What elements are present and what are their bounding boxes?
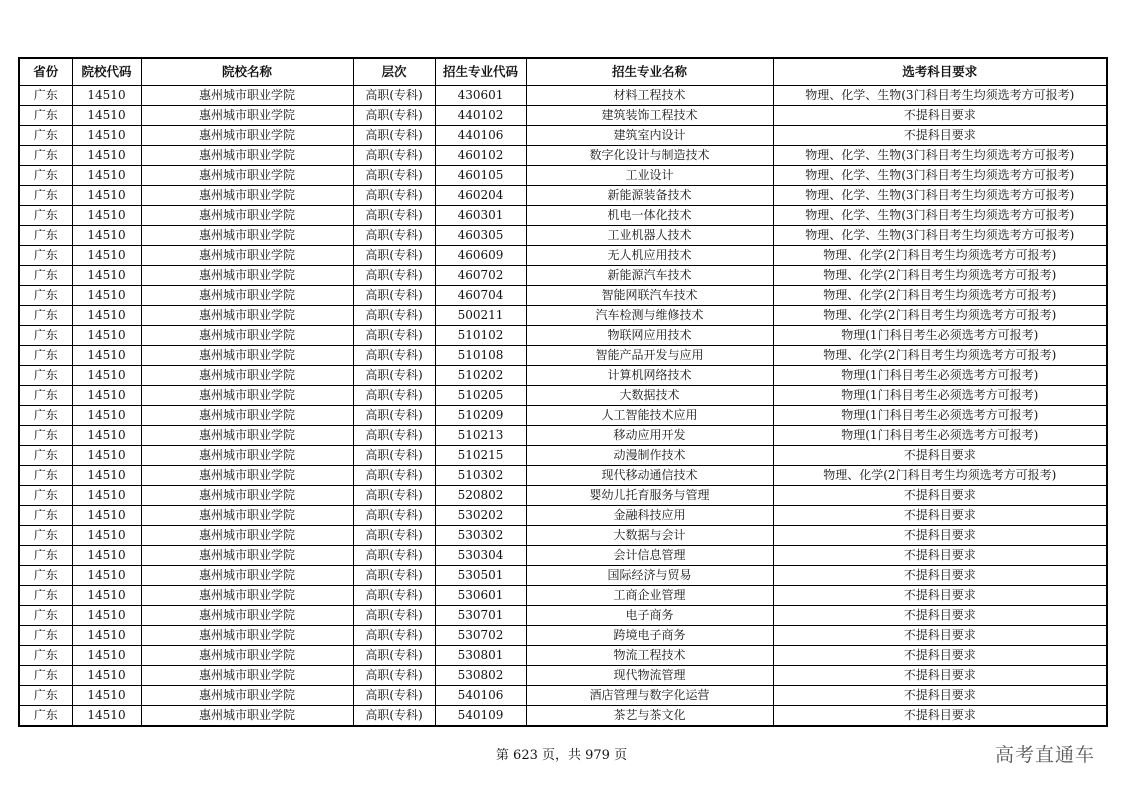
- table-row: [19, 546, 1107, 566]
- cell-province: 广东: [19, 446, 72, 466]
- cell-school-name: 惠州城市职业学院: [141, 706, 353, 727]
- cell-level: 高职(专科): [353, 166, 435, 186]
- cell-major-code: 510209: [435, 406, 526, 426]
- cell-level: 高职(专科): [353, 406, 435, 426]
- cell-major-name: 建筑装饰工程技术: [526, 106, 773, 126]
- cell-school-name: 惠州城市职业学院: [141, 566, 353, 586]
- cell-school-name: 惠州城市职业学院: [141, 406, 353, 426]
- cell-major-code: 510102: [435, 326, 526, 346]
- cell-major-code: 430601: [435, 86, 526, 106]
- cell-major-name: 婴幼儿托育服务与管理: [526, 486, 773, 506]
- cell-major-name: 大数据与会计: [526, 526, 773, 546]
- cell-subject-requirement: 物理(1门科目考生必须选考方可报考): [773, 386, 1107, 406]
- cell-subject-requirement: 物理、化学、生物(3门科目考生均须选考方可报考): [773, 206, 1107, 226]
- cell-subject-requirement: 物理、化学(2门科目考生均须选考方可报考): [773, 246, 1107, 266]
- cell-school-name: 惠州城市职业学院: [141, 266, 353, 286]
- cell-major-code: 460301: [435, 206, 526, 226]
- cell-school-code: 14510: [72, 626, 141, 646]
- cell-school-name: 惠州城市职业学院: [141, 126, 353, 146]
- table-row: [19, 486, 1107, 506]
- table-row: [19, 426, 1107, 446]
- cell-major-name: 国际经济与贸易: [526, 566, 773, 586]
- cell-major-name: 跨境电子商务: [526, 626, 773, 646]
- cell-major-code: 460305: [435, 226, 526, 246]
- cell-subject-requirement: 不提科目要求: [773, 446, 1107, 466]
- cell-province: 广东: [19, 226, 72, 246]
- cell-level: 高职(专科): [353, 426, 435, 446]
- cell-major-code: 530801: [435, 646, 526, 666]
- cell-subject-requirement: 物理(1门科目考生必须选考方可报考): [773, 326, 1107, 346]
- cell-major-code: 510215: [435, 446, 526, 466]
- table-row: [19, 306, 1107, 326]
- cell-level: 高职(专科): [353, 506, 435, 526]
- table-row: [19, 146, 1107, 166]
- cell-school-name: 惠州城市职业学院: [141, 546, 353, 566]
- cell-school-code: 14510: [72, 246, 141, 266]
- cell-school-name: 惠州城市职业学院: [141, 646, 353, 666]
- cell-subject-requirement: 物理、化学、生物(3门科目考生均须选考方可报考): [773, 226, 1107, 246]
- cell-school-name: 惠州城市职业学院: [141, 606, 353, 626]
- cell-school-code: 14510: [72, 606, 141, 626]
- cell-province: 广东: [19, 126, 72, 146]
- cell-school-name: 惠州城市职业学院: [141, 106, 353, 126]
- cell-school-name: 惠州城市职业学院: [141, 426, 353, 446]
- table-row: [19, 586, 1107, 606]
- cell-level: 高职(专科): [353, 126, 435, 146]
- cell-school-name: 惠州城市职业学院: [141, 206, 353, 226]
- cell-level: 高职(专科): [353, 606, 435, 626]
- cell-province: 广东: [19, 186, 72, 206]
- cell-major-name: 现代移动通信技术: [526, 466, 773, 486]
- cell-major-name: 智能网联汽车技术: [526, 286, 773, 306]
- table-row: [19, 706, 1107, 727]
- cell-level: 高职(专科): [353, 566, 435, 586]
- cell-subject-requirement: 不提科目要求: [773, 606, 1107, 626]
- cell-major-name: 材料工程技术: [526, 86, 773, 106]
- cell-level: 高职(专科): [353, 206, 435, 226]
- cell-province: 广东: [19, 266, 72, 286]
- cell-province: 广东: [19, 566, 72, 586]
- cell-level: 高职(专科): [353, 706, 435, 727]
- cell-school-code: 14510: [72, 426, 141, 446]
- cell-level: 高职(专科): [353, 666, 435, 686]
- cell-level: 高职(专科): [353, 586, 435, 606]
- cell-major-code: 460609: [435, 246, 526, 266]
- cell-school-code: 14510: [72, 366, 141, 386]
- cell-level: 高职(专科): [353, 346, 435, 366]
- cell-major-name: 电子商务: [526, 606, 773, 626]
- cell-major-name: 酒店管理与数字化运营: [526, 686, 773, 706]
- table-row: [19, 186, 1107, 206]
- cell-major-name: 工商企业管理: [526, 586, 773, 606]
- cell-school-code: 14510: [72, 526, 141, 546]
- cell-major-name: 茶艺与茶文化: [526, 706, 773, 727]
- table-row: [19, 606, 1107, 626]
- table-row: [19, 366, 1107, 386]
- cell-major-code: 540109: [435, 706, 526, 727]
- cell-province: 广东: [19, 646, 72, 666]
- cell-subject-requirement: 不提科目要求: [773, 646, 1107, 666]
- cell-school-code: 14510: [72, 126, 141, 146]
- cell-school-code: 14510: [72, 226, 141, 246]
- cell-subject-requirement: 不提科目要求: [773, 486, 1107, 506]
- cell-major-code: 440106: [435, 126, 526, 146]
- cell-school-code: 14510: [72, 166, 141, 186]
- cell-subject-requirement: 物理、化学(2门科目考生均须选考方可报考): [773, 346, 1107, 366]
- header-level: 层次: [353, 58, 435, 86]
- cell-school-name: 惠州城市职业学院: [141, 226, 353, 246]
- cell-level: 高职(专科): [353, 486, 435, 506]
- cell-major-name: 智能产品开发与应用: [526, 346, 773, 366]
- header-subject-requirement: 选考科目要求: [773, 58, 1107, 86]
- table-row: [19, 466, 1107, 486]
- cell-subject-requirement: 不提科目要求: [773, 706, 1107, 727]
- table-row: [19, 206, 1107, 226]
- cell-major-name: 金融科技应用: [526, 506, 773, 526]
- cell-school-name: 惠州城市职业学院: [141, 86, 353, 106]
- cell-school-code: 14510: [72, 466, 141, 486]
- cell-school-name: 惠州城市职业学院: [141, 506, 353, 526]
- cell-school-name: 惠州城市职业学院: [141, 166, 353, 186]
- cell-school-code: 14510: [72, 326, 141, 346]
- cell-level: 高职(专科): [353, 326, 435, 346]
- cell-major-code: 510202: [435, 366, 526, 386]
- cell-major-name: 数字化设计与制造技术: [526, 146, 773, 166]
- cell-province: 广东: [19, 526, 72, 546]
- table-row: [19, 126, 1107, 146]
- cell-major-code: 510213: [435, 426, 526, 446]
- header-school-code: 院校代码: [72, 58, 141, 86]
- table-row: [19, 446, 1107, 466]
- cell-major-name: 动漫制作技术: [526, 446, 773, 466]
- cell-school-name: 惠州城市职业学院: [141, 386, 353, 406]
- table-row: [19, 246, 1107, 266]
- cell-province: 广东: [19, 346, 72, 366]
- cell-major-name: 无人机应用技术: [526, 246, 773, 266]
- table-row: [19, 506, 1107, 526]
- table-row: [19, 386, 1107, 406]
- cell-major-name: 人工智能技术应用: [526, 406, 773, 426]
- cell-subject-requirement: 物理、化学(2门科目考生均须选考方可报考): [773, 306, 1107, 326]
- cell-school-name: 惠州城市职业学院: [141, 306, 353, 326]
- cell-subject-requirement: 物理、化学(2门科目考生均须选考方可报考): [773, 266, 1107, 286]
- cell-subject-requirement: 不提科目要求: [773, 566, 1107, 586]
- cell-major-name: 工业机器人技术: [526, 226, 773, 246]
- cell-school-code: 14510: [72, 86, 141, 106]
- cell-major-name: 会计信息管理: [526, 546, 773, 566]
- cell-subject-requirement: 物理、化学、生物(3门科目考生均须选考方可报考): [773, 186, 1107, 206]
- cell-major-name: 汽车检测与维修技术: [526, 306, 773, 326]
- cell-major-name: 新能源装备技术: [526, 186, 773, 206]
- cell-province: 广东: [19, 86, 72, 106]
- cell-level: 高职(专科): [353, 466, 435, 486]
- cell-school-name: 惠州城市职业学院: [141, 586, 353, 606]
- cell-school-name: 惠州城市职业学院: [141, 446, 353, 466]
- table-row: [19, 326, 1107, 346]
- cell-school-code: 14510: [72, 386, 141, 406]
- cell-subject-requirement: 物理(1门科目考生必须选考方可报考): [773, 366, 1107, 386]
- cell-province: 广东: [19, 546, 72, 566]
- cell-level: 高职(专科): [353, 686, 435, 706]
- cell-school-code: 14510: [72, 486, 141, 506]
- cell-school-code: 14510: [72, 546, 141, 566]
- cell-level: 高职(专科): [353, 146, 435, 166]
- cell-school-code: 14510: [72, 646, 141, 666]
- cell-subject-requirement: 不提科目要求: [773, 686, 1107, 706]
- cell-subject-requirement: 物理、化学(2门科目考生均须选考方可报考): [773, 466, 1107, 486]
- table-row: [19, 566, 1107, 586]
- cell-level: 高职(专科): [353, 226, 435, 246]
- cell-major-code: 510205: [435, 386, 526, 406]
- cell-major-name: 新能源汽车技术: [526, 266, 773, 286]
- cell-major-name: 移动应用开发: [526, 426, 773, 446]
- cell-subject-requirement: 物理、化学、生物(3门科目考生均须选考方可报考): [773, 146, 1107, 166]
- cell-school-name: 惠州城市职业学院: [141, 626, 353, 646]
- cell-school-name: 惠州城市职业学院: [141, 666, 353, 686]
- header-major-name: 招生专业名称: [526, 58, 773, 86]
- cell-level: 高职(专科): [353, 286, 435, 306]
- cell-subject-requirement: 物理、化学、生物(3门科目考生均须选考方可报考): [773, 86, 1107, 106]
- cell-major-name: 机电一体化技术: [526, 206, 773, 226]
- cell-school-name: 惠州城市职业学院: [141, 346, 353, 366]
- table-row: [19, 646, 1107, 666]
- cell-subject-requirement: 不提科目要求: [773, 586, 1107, 606]
- cell-province: 广东: [19, 306, 72, 326]
- cell-level: 高职(专科): [353, 386, 435, 406]
- cell-major-name: 物流工程技术: [526, 646, 773, 666]
- cell-province: 广东: [19, 206, 72, 226]
- cell-school-code: 14510: [72, 706, 141, 727]
- cell-level: 高职(专科): [353, 266, 435, 286]
- cell-major-code: 530601: [435, 586, 526, 606]
- cell-level: 高职(专科): [353, 86, 435, 106]
- table-row: [19, 526, 1107, 546]
- cell-major-code: 530202: [435, 506, 526, 526]
- cell-school-code: 14510: [72, 446, 141, 466]
- cell-province: 广东: [19, 246, 72, 266]
- cell-major-code: 440102: [435, 106, 526, 126]
- cell-province: 广东: [19, 286, 72, 306]
- cell-major-name: 物联网应用技术: [526, 326, 773, 346]
- cell-province: 广东: [19, 406, 72, 426]
- cell-school-code: 14510: [72, 146, 141, 166]
- cell-school-code: 14510: [72, 666, 141, 686]
- cell-province: 广东: [19, 666, 72, 686]
- cell-school-code: 14510: [72, 206, 141, 226]
- cell-school-name: 惠州城市职业学院: [141, 486, 353, 506]
- cell-subject-requirement: 不提科目要求: [773, 546, 1107, 566]
- table-row: [19, 686, 1107, 706]
- table-header-row: [19, 58, 1107, 86]
- cell-subject-requirement: 不提科目要求: [773, 666, 1107, 686]
- table-row: [19, 626, 1107, 646]
- watermark: 高考直通车: [994, 744, 1095, 766]
- cell-subject-requirement: 物理(1门科目考生必须选考方可报考): [773, 406, 1107, 426]
- cell-school-name: 惠州城市职业学院: [141, 526, 353, 546]
- cell-school-name: 惠州城市职业学院: [141, 246, 353, 266]
- cell-school-code: 14510: [72, 686, 141, 706]
- cell-major-name: 建筑室内设计: [526, 126, 773, 146]
- cell-level: 高职(专科): [353, 446, 435, 466]
- table-row: [19, 266, 1107, 286]
- table-row: [19, 86, 1107, 106]
- cell-level: 高职(专科): [353, 106, 435, 126]
- cell-school-code: 14510: [72, 266, 141, 286]
- cell-major-code: 460704: [435, 286, 526, 306]
- cell-subject-requirement: 不提科目要求: [773, 526, 1107, 546]
- cell-major-code: 520802: [435, 486, 526, 506]
- cell-subject-requirement: 不提科目要求: [773, 106, 1107, 126]
- cell-major-name: 大数据技术: [526, 386, 773, 406]
- cell-school-name: 惠州城市职业学院: [141, 186, 353, 206]
- cell-major-code: 530304: [435, 546, 526, 566]
- cell-major-code: 510108: [435, 346, 526, 366]
- cell-major-name: 现代物流管理: [526, 666, 773, 686]
- cell-major-code: 460204: [435, 186, 526, 206]
- cell-school-code: 14510: [72, 506, 141, 526]
- cell-level: 高职(专科): [353, 526, 435, 546]
- cell-province: 广东: [19, 466, 72, 486]
- cell-level: 高职(专科): [353, 546, 435, 566]
- cell-province: 广东: [19, 166, 72, 186]
- table-row: [19, 666, 1107, 686]
- cell-province: 广东: [19, 506, 72, 526]
- cell-subject-requirement: 物理、化学、生物(3门科目考生均须选考方可报考): [773, 166, 1107, 186]
- table-row: [19, 346, 1107, 366]
- cell-level: 高职(专科): [353, 306, 435, 326]
- cell-subject-requirement: 不提科目要求: [773, 506, 1107, 526]
- cell-major-code: 500211: [435, 306, 526, 326]
- cell-province: 广东: [19, 686, 72, 706]
- cell-major-code: 540106: [435, 686, 526, 706]
- cell-province: 广东: [19, 106, 72, 126]
- cell-major-code: 510302: [435, 466, 526, 486]
- header-school-name: 院校名称: [141, 58, 353, 86]
- cell-subject-requirement: 物理、化学(2门科目考生均须选考方可报考): [773, 286, 1107, 306]
- header-province: 省份: [19, 58, 72, 86]
- cell-province: 广东: [19, 706, 72, 727]
- cell-province: 广东: [19, 606, 72, 626]
- cell-major-code: 460702: [435, 266, 526, 286]
- cell-school-name: 惠州城市职业学院: [141, 366, 353, 386]
- cell-level: 高职(专科): [353, 186, 435, 206]
- cell-level: 高职(专科): [353, 646, 435, 666]
- header-major-code: 招生专业代码: [435, 58, 526, 86]
- table-row: [19, 406, 1107, 426]
- table-row: [19, 166, 1107, 186]
- cell-major-code: 530302: [435, 526, 526, 546]
- cell-major-code: 530702: [435, 626, 526, 646]
- cell-province: 广东: [19, 586, 72, 606]
- cell-major-code: 460105: [435, 166, 526, 186]
- cell-province: 广东: [19, 386, 72, 406]
- cell-school-name: 惠州城市职业学院: [141, 686, 353, 706]
- cell-school-name: 惠州城市职业学院: [141, 146, 353, 166]
- cell-province: 广东: [19, 366, 72, 386]
- cell-major-code: 530701: [435, 606, 526, 626]
- cell-subject-requirement: 物理(1门科目考生必须选考方可报考): [773, 426, 1107, 446]
- page-footer: 第 623 页，共 979 页: [495, 748, 628, 763]
- cell-province: 广东: [19, 626, 72, 646]
- cell-major-name: 工业设计: [526, 166, 773, 186]
- cell-major-code: 460102: [435, 146, 526, 166]
- cell-school-code: 14510: [72, 346, 141, 366]
- cell-province: 广东: [19, 146, 72, 166]
- cell-school-name: 惠州城市职业学院: [141, 466, 353, 486]
- cell-school-code: 14510: [72, 186, 141, 206]
- cell-school-code: 14510: [72, 406, 141, 426]
- cell-level: 高职(专科): [353, 626, 435, 646]
- cell-school-code: 14510: [72, 586, 141, 606]
- table-row: [19, 286, 1107, 306]
- admission-table: [18, 57, 1108, 727]
- cell-province: 广东: [19, 326, 72, 346]
- cell-major-code: 530501: [435, 566, 526, 586]
- cell-school-code: 14510: [72, 566, 141, 586]
- cell-level: 高职(专科): [353, 366, 435, 386]
- cell-school-code: 14510: [72, 286, 141, 306]
- cell-school-name: 惠州城市职业学院: [141, 286, 353, 306]
- cell-major-name: 计算机网络技术: [526, 366, 773, 386]
- cell-province: 广东: [19, 426, 72, 446]
- cell-subject-requirement: 不提科目要求: [773, 626, 1107, 646]
- cell-school-name: 惠州城市职业学院: [141, 326, 353, 346]
- cell-school-code: 14510: [72, 306, 141, 326]
- cell-province: 广东: [19, 486, 72, 506]
- table-row: [19, 106, 1107, 126]
- cell-level: 高职(专科): [353, 246, 435, 266]
- cell-major-code: 530802: [435, 666, 526, 686]
- table-row: [19, 226, 1107, 246]
- cell-school-code: 14510: [72, 106, 141, 126]
- cell-subject-requirement: 不提科目要求: [773, 126, 1107, 146]
